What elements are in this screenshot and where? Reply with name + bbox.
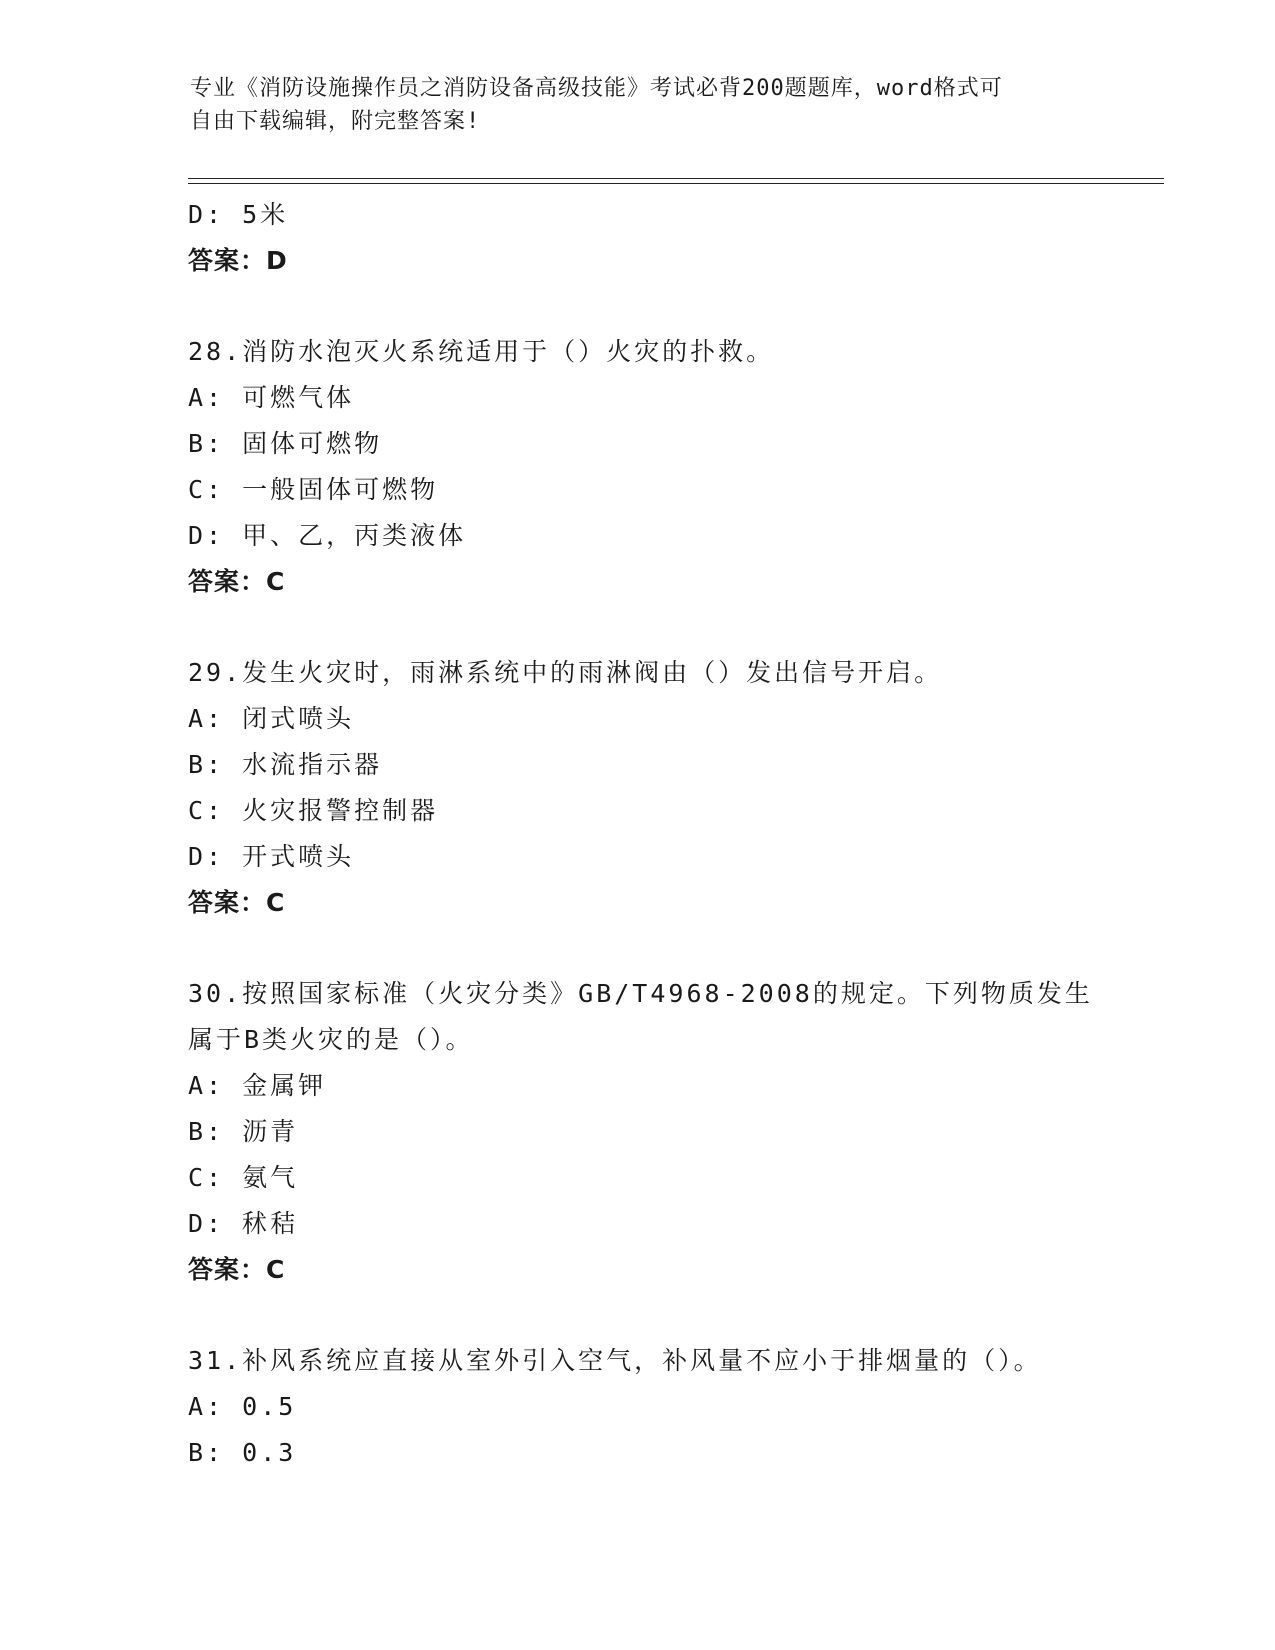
question-stem: 31.补风系统应直接从室外引入空气，补风量不应小于排烟量的（）。 <box>188 1346 1042 1375</box>
question-stem: 28.消防水泡灭火系统适用于（）火灾的扑救。 <box>188 337 775 366</box>
option-a: A: 可燃气体 <box>188 383 355 412</box>
option-d: D: 甲、乙，丙类液体 <box>188 521 467 550</box>
option-b: B: 沥青 <box>188 1117 299 1146</box>
question-stem: 29.发生火灾时，雨淋系统中的雨淋阀由（）发出信号开启。 <box>188 658 943 687</box>
question-31 <box>188 1338 1088 1476</box>
header-line-1: 专业《消防设施操作员之消防设备高级技能》考试必背200题题库，word格式可 <box>190 76 1003 101</box>
header-line-2: 自由下载编辑，附完整答案! <box>190 109 481 134</box>
question-30 <box>188 971 1093 1293</box>
answer-line: 答案：D <box>188 246 288 275</box>
question-stem-line-1: 30.按照国家标准（火灾分类》GB/T4968-2008的规定。下列物质发生 <box>188 979 1093 1008</box>
option-b: B: 0.3 <box>188 1438 297 1467</box>
option-d: D: 开式喷头 <box>188 842 355 871</box>
question-28 <box>188 329 1088 605</box>
question-29 <box>188 650 1088 926</box>
header-divider-top <box>188 178 1164 179</box>
answer-line: 答案：C <box>188 1255 286 1284</box>
previous-question-tail <box>188 192 1088 284</box>
answer-line: 答案：C <box>188 888 286 917</box>
option-c: C: 氨气 <box>188 1163 299 1192</box>
option-b: B: 固体可燃物 <box>188 429 383 458</box>
option-d: D: 5米 <box>188 200 289 229</box>
document-header <box>190 72 1090 138</box>
option-c: C: 火灾报警控制器 <box>188 796 439 825</box>
option-a: A: 0.5 <box>188 1392 297 1421</box>
option-d: D: 秫秸 <box>188 1209 299 1238</box>
option-a: A: 金属钾 <box>188 1071 327 1100</box>
option-b: B: 水流指示器 <box>188 750 383 779</box>
question-list <box>188 192 1093 1476</box>
option-c: C: 一般固体可燃物 <box>188 475 439 504</box>
option-a: A: 闭式喷头 <box>188 704 355 733</box>
answer-line: 答案：C <box>188 567 286 596</box>
header-divider-bottom <box>188 183 1164 184</box>
question-stem-line-2: 属于B类火灾的是（）。 <box>188 1025 474 1054</box>
